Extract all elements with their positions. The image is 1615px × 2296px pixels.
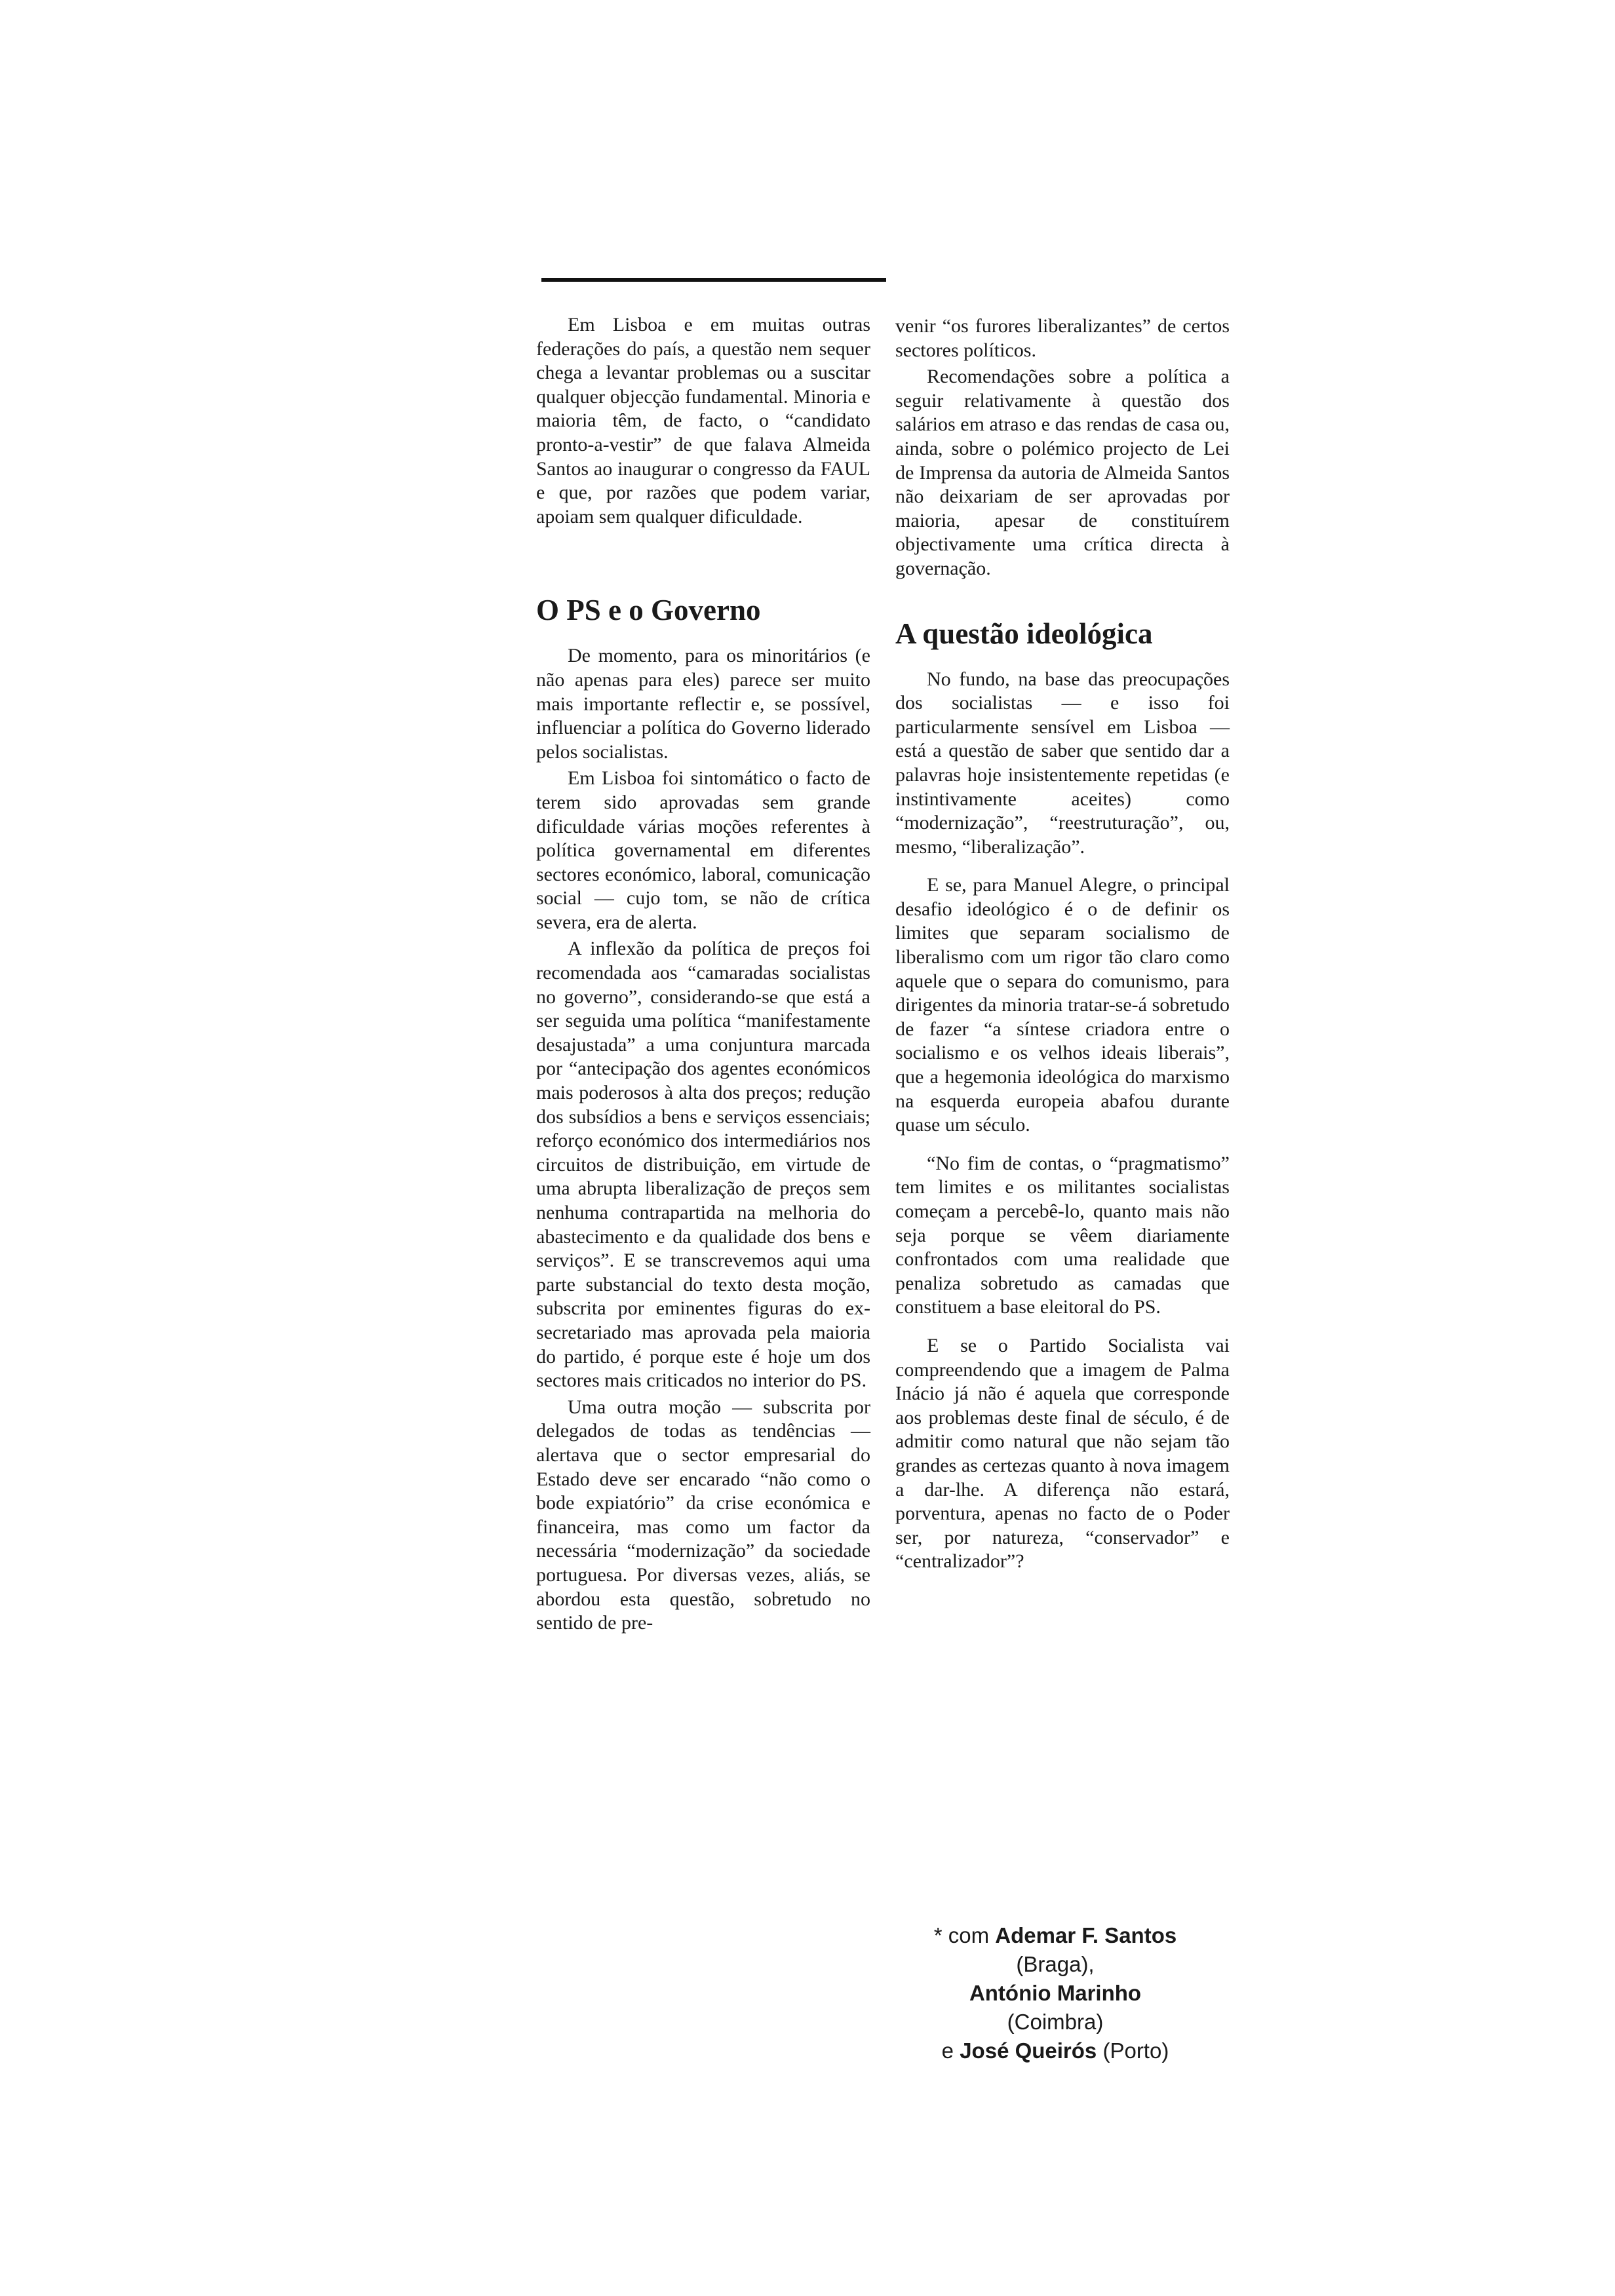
right-paragraph-5: “No fim de contas, o “pragmatismo” tem limites e os militantes socialistas começam a percebê-lo, quanto mais não seja porque se vêem diariamente confrontados com uma realidade que penaliza sobretudo as camadas que constituem a base eleitoral do PS. bbox=[895, 1152, 1230, 1318]
credit-name-1: Ademar F. Santos bbox=[995, 1923, 1177, 1947]
credit-place-2: (Coimbra) bbox=[1007, 2010, 1104, 2034]
right-paragraph-3: No fundo, na base das preocupações dos socialistas — e isso foi particularmente sensível em Lisboa — está a questão de saber que sentido dar a palavras hoje insistentemente repetidas (e instintivamente aceites) como “modernização”, “reestruturação”, ou, mesmo, “liberalização”. bbox=[895, 668, 1230, 858]
credits-line-5 bbox=[872, 2037, 1239, 2065]
credits-line-3 bbox=[872, 1979, 1239, 2008]
credits-prefix: * com bbox=[933, 1923, 996, 1947]
section-heading-questao-ideologica: A questão ideológica bbox=[895, 617, 1153, 650]
credit-place-1: (Braga), bbox=[1016, 1952, 1095, 1976]
right-paragraph-1: venir “os furores liberalizantes” de certos sectores políticos. bbox=[895, 315, 1230, 361]
right-column bbox=[895, 315, 1230, 1574]
credits-conj: e bbox=[941, 2038, 960, 2063]
credits-line-1 bbox=[872, 1921, 1239, 1950]
left-column bbox=[536, 313, 870, 1636]
left-paragraph-5: Uma outra moção — subscrita por delegados de todas as tendências — alertava que o sector empresarial do Estado deve ser encarado “não como o bode expiatório” da crise económica e financeira, mas como um factor da necessária “modernização” da sociedade portuguesa. Por diversas vezes, aliás, se abordou esta questão, sobretudo no sentido de pre- bbox=[536, 1396, 870, 1634]
left-paragraph-3: Em Lisboa foi sintomático o facto de terem sido aprovadas sem grande dificuldade várias moções referentes à política governamental em diferentes sectores económico, laboral, comunicação social — cujo tom, se não de crítica severa, era de alerta. bbox=[536, 767, 870, 933]
right-paragraph-6: E se o Partido Socialista vai compreendendo que a imagem de Palma Inácio já não é aquela que corresponde aos problemas deste final de século, é de admitir como natural que não sejam tão grandes as certezas quanto à nova imagem a dar-lhe. A diferença não estará, porventura, apenas no facto de o Poder ser, por natureza, “conservador” e “centralizador”? bbox=[895, 1334, 1230, 1573]
left-paragraph-4: A inflexão da política de preços foi recomendada aos “camaradas socialistas no governo”, considerando-se que está a ser seguida uma política “manifestamente desajustada” a uma conjuntura marcada por “antecipação dos agentes económicos mais poderosos à alta dos preços; redução dos subsídios a bens e serviços essenciais; reforço económico dos intermediários nos circuitos de distribuição, em virtude de uma abrupta liberalização de preços sem nenhuma contrapartida na melhoria do abastecimento e da qualidade dos bens e serviços”. E se transcrevemos aqui uma parte substancial do texto desta moção, subscrita por eminentes figuras do ex-secretariado mas aprovada pela maioria do partido, é porque este é hoje um dos sectores mais criticados no interior do PS. bbox=[536, 938, 870, 1392]
top-rule bbox=[541, 278, 886, 282]
credit-place-3: (Porto) bbox=[1097, 2038, 1169, 2063]
credit-name-2: António Marinho bbox=[969, 1981, 1142, 2005]
author-credits bbox=[872, 1921, 1239, 2065]
section-heading-ps-governo: O PS e o Governo bbox=[536, 594, 761, 627]
credit-name-3: José Queirós bbox=[960, 2038, 1097, 2063]
left-paragraph-2: De momento, para os minoritários (e não apenas para eles) parece ser muito mais importante reflectir e, se possível, influenciar a política do Governo liderado pelos socialistas. bbox=[536, 645, 870, 763]
right-paragraph-4: E se, para Manuel Alegre, o principal desafio ideológico é o de definir os limites que separam socialismo de liberalismo com um rigor tão claro como aquele que o separa do comunismo, para dirigentes da minoria tratar-se-á sobretudo de fazer “a síntese criadora entre o socialismo e os velhos ideais liberais”, que a hegemonia ideológica do marxismo na esquerda europeia abafou durante quase um século. bbox=[895, 874, 1230, 1136]
left-paragraph-1: Em Lisboa e em muitas outras federações do país, a questão nem sequer chega a levantar problemas ou a suscitar qualquer objecção fundamental. Minoria e maioria têm, de facto, o “candidato pronto-a-vestir” de que falava Almeida Santos ao inaugurar o congresso da FAUL e que, por razões que podem variar, apoiam sem qualquer dificuldade. bbox=[536, 314, 870, 527]
right-paragraph-2: Recomendações sobre a política a seguir relativamente à questão dos salários em atraso e das rendas de casa ou, ainda, sobre o polémico projecto de Lei de Imprensa da autoria de Almeida Santos não deixariam de ser aprovadas por maioria, apesar de constituírem objectivamente uma crítica directa à governação. bbox=[895, 366, 1230, 579]
